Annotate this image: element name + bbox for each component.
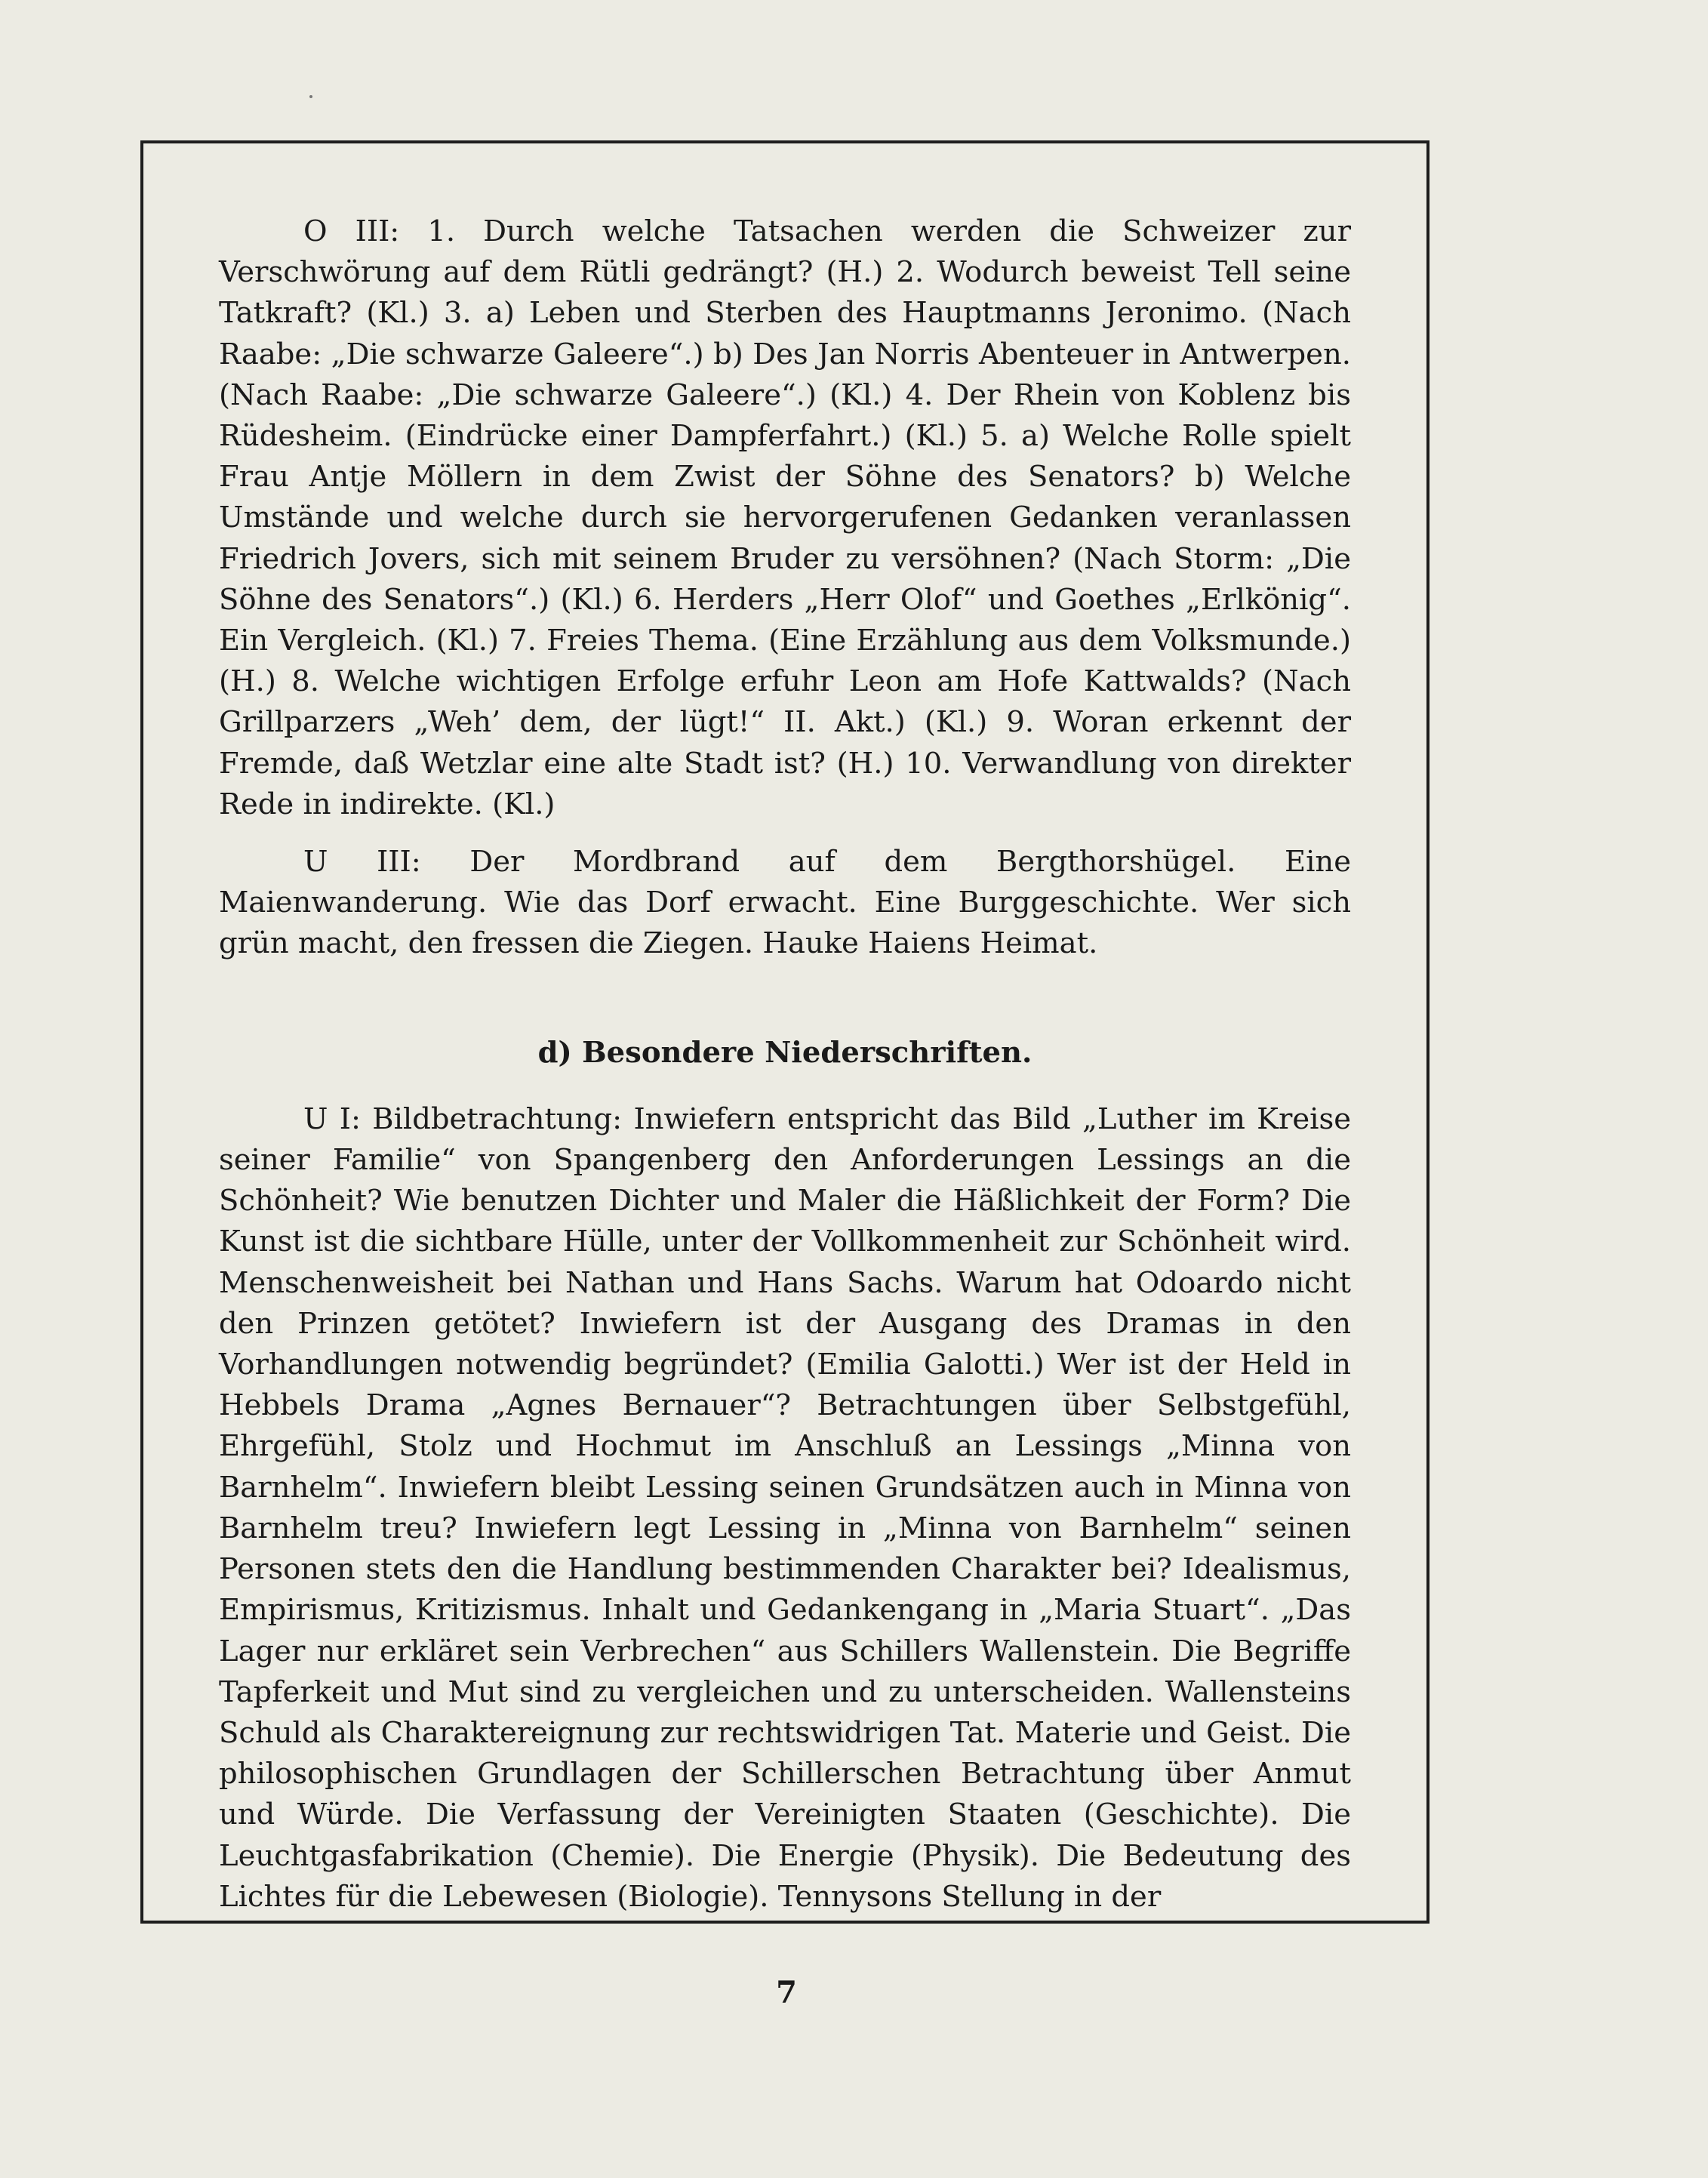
paragraph-o-iii: O III: 1. Durch welche Tatsachen werden die Schweizer zur Verschwörung auf dem Rütli gedrängt? (H.) 2. Wodurch beweist Tell seine Tatkraft? (Kl.) 3. a) Leben und Sterben des Hauptmanns Jeronimo. (Nach Raabe: „Die schwarze Galeere“.) b) Des Jan Norris Abenteuer in Antwerpen. (Nach Raabe: „Die schwarze Galeere“.) (Kl.) 4. Der Rhein von Koblenz bis Rüdesheim. (Eindrücke einer Dampferfahrt.) (Kl.) 5. a) Welche Rolle spielt Frau Antje Möllern in dem Zwist der Söhne des Senators? b) Welche Umstände und welche durch sie hervorgerufenen Gedanken veranlassen Friedrich Jovers, sich mit seinem Bruder zu versöhnen? (Nach Storm: „Die Söhne des Senators“.) (Kl.) 6. Herders „Herr Olof“ und Goethes „Erlkönig“. Ein Vergleich. (Kl.) 7. Freies Thema. (Eine Erzählung aus dem Volksmunde.) (H.) 8. Welche wichtigen Erfolge erfuhr Leon am Hofe Kattwalds? (Nach Grillparzers „Weh’ dem, der lügt!“ II. Akt.) (Kl.) 9. Woran erkennt der Fremde, daß Wetzlar eine alte Stadt ist? (H.) 10. Verwandlung von direkter Rede in indirekte. (Kl.) xyxy=(219,214,1351,821)
section-heading-title: Besondere Niederschriften. xyxy=(582,1035,1032,1070)
page-number: 7 xyxy=(776,1975,797,2010)
paragraph-u-iii: U III: Der Mordbrand auf dem Bergthorshügel. Eine Maienwanderung. Wie das Dorf erwacht. Eine Burggeschichte. Wer sich grün macht, den fressen die Ziegen. Hauke Haiens Heimat. xyxy=(219,845,1351,961)
paper-speck xyxy=(309,95,312,98)
paragraph-u-i: U I: Bildbetrachtung: Inwiefern entspricht das Bild „Luther im Kreise seiner Familie“ von Spangenberg den Anforderungen Lessings an die Schönheit? Wie benutzen Dichter und Maler die Häßlichkeit der Form? Die Kunst ist die sichtbare Hülle, unter der Vollkommenheit zur Schönheit wird. Menschenweisheit bei Nathan und Hans Sachs. Warum hat Odoardo nicht den Prinzen getötet? Inwiefern ist der Ausgang des Dramas in den Vorhandlungen notwendig begründet? (Emilia Galotti.) Wer ist der Held in Hebbels Drama „Agnes Bernauer“? Betrachtungen über Selbstgefühl, Ehrgefühl, Stolz und Hochmut im Anschluß an Lessings „Minna von Barnhelm“. Inwiefern bleibt Lessing seinen Grundsätzen auch in Minna von Barnhelm treu? Inwiefern legt Lessing in „Minna von Barnhelm“ seinen Personen stets den die Handlung bestimmenden Charakter bei? Idealismus, Empirismus, Kritizismus. Inhalt und Gedankengang in „Maria Stuart“. „Das Lager nur erkläret sein Verbrechen“ aus Schillers Wallenstein. Die Begriffe Tapferkeit und Mut sind zu vergleichen und zu unterscheiden. Wallensteins Schuld als Charaktereignung zur rechtswidrigen Tat. Materie und Geist. Die philosophischen Grundlagen der Schillerschen Betrachtung über Anmut und Würde. Die Verfassung der Vereinigten Staaten (Geschichte). Die Leuchtgasfabrikation (Chemie). Die Energie (Physik). Die Bedeutung des Lichtes für die Lebewesen (Biologie). Tennysons Stellung in der xyxy=(219,1101,1351,1914)
page-content xyxy=(219,211,1351,1918)
section-heading-label: d) xyxy=(537,1035,572,1070)
section-heading xyxy=(219,1033,1351,1074)
